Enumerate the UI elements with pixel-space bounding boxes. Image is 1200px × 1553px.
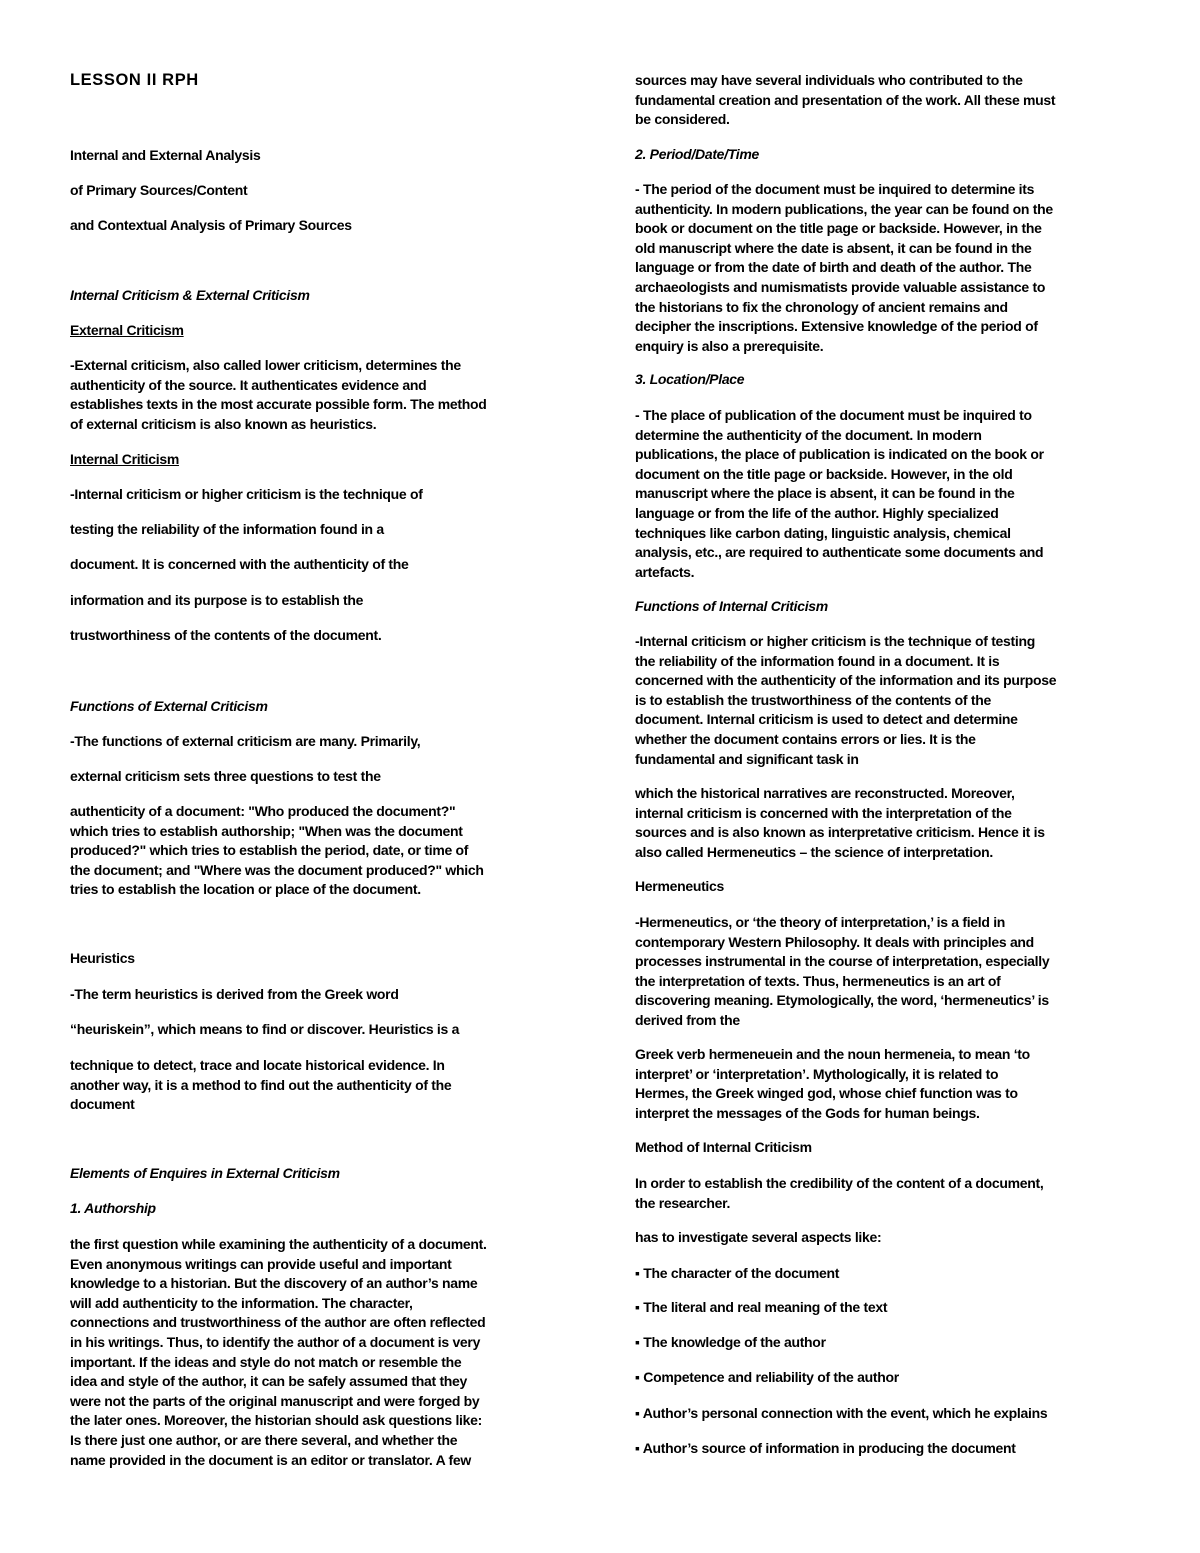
- heuristics-heading: Heuristics: [70, 950, 135, 966]
- title-line-2: of Primary Sources/Content: [70, 182, 248, 198]
- hermeneutics-body: -Hermeneutics, or ‘the theory of interpretation,’ is a field in contemporary Western Philosophy. It deals with principles and processes instrumental in the course of interpretation, especially the interpretation of texts. Thus, hermeneutics is an art of discovering meaning. Etymologically, the word, ‘hermeneutics’ is derived from the: [635, 914, 1050, 1028]
- bullet-item: ▪ The literal and real meaning of the text: [635, 1299, 888, 1315]
- functions-internal-body-2: which the historical narratives are reconstructed. Moreover, internal criticism is concerned with the interpretation of the sources and is also known as interpretative criticism. Hence it is also called Hermeneutics – the science of interpretation.: [635, 785, 1045, 860]
- internal-criticism-line-4: information and its purpose is to establish the: [70, 592, 364, 608]
- functions-internal-body: -Internal criticism or higher criticism is the technique of testing the reliability of the information found in a document. It is concerned with the authenticity of the information and its purpose is to establish the trustworthiness of the contents of the document. Internal criticism is used to detect and determine whether the document contains errors or lies. It is the fundamental and significant task in: [635, 633, 1057, 767]
- hermeneutics-heading: Hermeneutics: [635, 878, 724, 894]
- heuristics-body: technique to detect, trace and locate historical evidence. In another way, it is a method to find out the authenticity of the document: [70, 1057, 452, 1113]
- location-heading: 3. Location/Place: [635, 371, 745, 387]
- hermeneutics-body-2: Greek verb hermeneuein and the noun hermeneia, to mean ‘to interpret’ or ‘interpretation’. Mythologically, it is related to Hermes, the Greek winged god, whose chief function was to interpret the messages of the Gods for human beings.: [635, 1046, 1030, 1121]
- method-body: In order to establish the credibility of the content of a document, the researcher.: [635, 1175, 1044, 1211]
- internal-criticism-line-2: testing the reliability of the information found in a: [70, 521, 384, 537]
- method-line: has to investigate several aspects like:: [635, 1229, 882, 1245]
- lesson-title: LESSON II RPH: [70, 71, 199, 89]
- location-body: - The place of publication of the document must be inquired to determine the authenticity of the document. In modern publications, the place of publication is indicated on the book or document on the title page or backside. However, in the old manuscript where the place is absent, it can be found in the language or from the life of the author. Highly specialized techniques like carbon dating, linguistic analysis, chemical analysis, etc., are required to authenticate some documents and artefacts.: [635, 407, 1044, 580]
- title-line-3: and Contextual Analysis of Primary Sources: [70, 217, 352, 233]
- title-line-1: Internal and External Analysis: [70, 147, 261, 163]
- criticism-heading: Internal Criticism & External Criticism: [70, 287, 310, 303]
- internal-criticism-line-3: document. It is concerned with the authenticity of the: [70, 556, 409, 572]
- internal-criticism-line-1: -Internal criticism or higher criticism is the technique of: [70, 486, 423, 502]
- bullet-item: ▪ The character of the document: [635, 1265, 840, 1281]
- method-heading: Method of Internal Criticism: [635, 1139, 812, 1155]
- authorship-body: the first question while examining the authenticity of a document. Even anonymous writings can provide useful and important knowledge to a historian. But the discovery of an author’s name will add authenticity to the information. The character, connections and trustworthiness of the author are often reflected in his writings. Thus, to identify the author of a document is very important. If the ideas and style do not match or resemble the idea and style of the author, it can be safely assumed that they were not the parts of the original manuscript and were forged by the later ones. Moreover, the historian should ask questions like: Is there just one author, or are there several, and whether the name provided in the document is an editor or translator. A few: [70, 1236, 487, 1468]
- elements-heading: Elements of Enquires in External Criticism: [70, 1165, 340, 1181]
- heuristics-line-2: “heuriskein”, which means to find or discover. Heuristics is a: [70, 1021, 460, 1037]
- functions-external-line-2: external criticism sets three questions to test the: [70, 768, 381, 784]
- functions-internal-heading: Functions of Internal Criticism: [635, 598, 828, 614]
- authorship-continued: sources may have several individuals who contributed to the fundamental creation and presentation of the work. All these must be considered.: [635, 72, 1056, 128]
- functions-external-body: authenticity of a document: "Who produced the document?" which tries to establish authorship; "When was the document produced?" which tries to establish the period, date, or time of the document; and "Where was the document produced?" which tries to establish the location or place of the document.: [70, 803, 484, 898]
- bullet-item: ▪ The knowledge of the author: [635, 1334, 826, 1350]
- period-body: - The period of the document must be inquired to determine its authenticity. In modern publications, the year can be found on the book or document on the title page or backside. However, in the old manuscript where the date is absent, it can be found in the language or from the date of birth and death of the author. The archaeologists and numismatists provide valuable assistance to the historians to fix the chronology of ancient remains and decipher the inscriptions. Extensive knowledge of the period of enquiry is also a prerequisite.: [635, 181, 1053, 354]
- authorship-heading: 1. Authorship: [70, 1200, 156, 1216]
- internal-criticism-heading: Internal Criticism: [70, 451, 179, 467]
- period-heading: 2. Period/Date/Time: [635, 146, 759, 162]
- functions-external-line-1: -The functions of external criticism are many. Primarily,: [70, 733, 421, 749]
- functions-external-heading: Functions of External Criticism: [70, 698, 268, 714]
- internal-criticism-line-5: trustworthiness of the contents of the document.: [70, 627, 382, 643]
- bullet-item: ▪ Competence and reliability of the author: [635, 1369, 899, 1385]
- external-criticism-body: -External criticism, also called lower criticism, determines the authenticity of the source. It authenticates evidence and establishes texts in the most accurate possible form. The method of external criticism is also known as heuristics.: [70, 357, 487, 432]
- heuristics-line-1: -The term heuristics is derived from the Greek word: [70, 986, 399, 1002]
- bullet-item: ▪ Author’s source of information in producing the document: [635, 1440, 1016, 1456]
- bullet-item: ▪ Author’s personal connection with the event, which he explains: [635, 1405, 1048, 1421]
- external-criticism-heading: External Criticism: [70, 322, 184, 338]
